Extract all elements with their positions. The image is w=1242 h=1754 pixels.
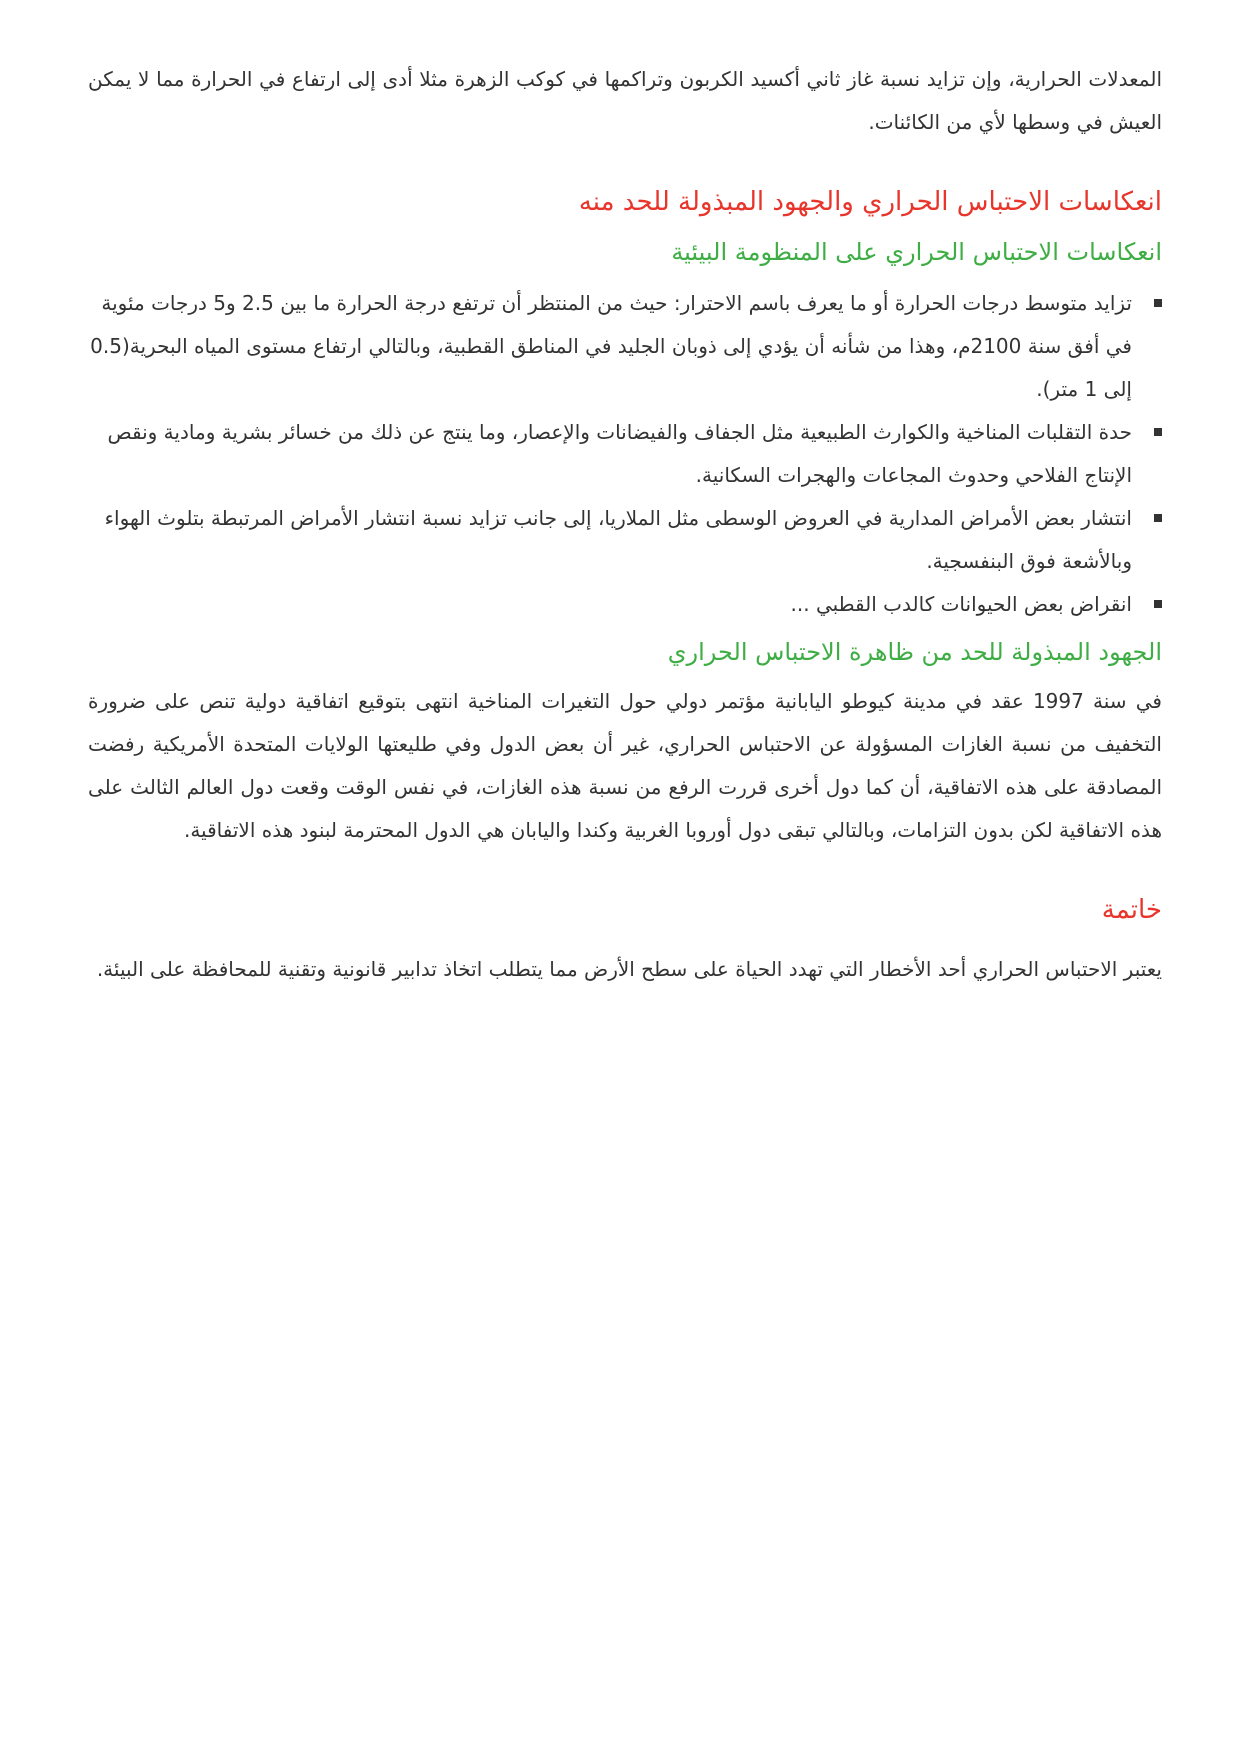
list-item-text: انتشار بعض الأمراض المدارية في العروض الوسطى مثل الملاريا، إلى جانب تزايد نسبة انتشار الأمراض المرتبطة بتلوث الهواء وبالأشعة فوق البنفسجية. [104,506,1132,573]
effects-heading: انعكاسات الاحتباس الحراري على المنظومة البيئية [671,238,1162,266]
list-item-text: حدة التقلبات المناخية والكوارث الطبيعية مثل الجفاف والفيضانات والإعصار، وما ينتج عن ذلك من خسائر بشرية ومادية ونقص الإنتاج الفلاحي وحدوث المجاعات والهجرات السكانية. [107,420,1132,487]
intro-paragraph: المعدلات الحرارية، وإن تزايد نسبة غاز ثاني أكسيد الكربون وتراكمها في كوكب الزهرة مثلا أدى إلى ارتفاع في الحرارة مما لا يمكن العيش في وسطها لأي من الكائنات. [88,67,1162,134]
list-item [88,411,1132,497]
list-item [88,497,1132,583]
square-bullet-icon [1154,428,1162,436]
square-bullet-icon [1154,514,1162,522]
list-item [88,583,1132,626]
efforts-heading: الجهود المبذولة للحد من ظاهرة الاحتباس الحراري [667,638,1162,666]
square-bullet-icon [1154,299,1162,307]
document-page [88,58,1162,991]
effects-list [88,282,1162,626]
conclusion-heading: خاتمة [1101,895,1162,925]
list-item-text: تزايد متوسط درجات الحرارة أو ما يعرف باسم الاحترار: حيث من المنتظر أن ترتفع درجة الحرارة ما بين 2.5 و5 درجات مئوية في أفق سنة 2100م، وهذا من شأنه أن يؤدي إلى ذوبان الجليد في المناطق القطبية، وبالتالي ارتفاع مستوى المياه البحرية(0.5 إلى 1 متر). [90,291,1132,401]
main-heading: انعكاسات الاحتباس الحراري والجهود المبذولة للحد منه [578,187,1162,217]
square-bullet-icon [1154,600,1162,608]
conclusion-paragraph: يعتبر الاحتباس الحراري أحد الأخطار التي تهدد الحياة على سطح الأرض مما يتطلب اتخاذ تدابير قانونية وتقنية للمحافظة على البيئة. [96,957,1162,981]
efforts-paragraph: في سنة 1997 عقد في مدينة كيوطو اليابانية مؤتمر دولي حول التغيرات المناخية انتهى بتوقيع اتفاقية دولية تنص على ضرورة التخفيف من نسبة الغازات المسؤولة عن الاحتباس الحراري، غير أن بعض الدول وفي طليعتها الولايات المتحدة الأمريكية رفضت المصادقة على هذه الاتفاقية، أن كما دول أخرى قررت الرفع من نسبة هذه الغازات، في نفس الوقت وقعت دول العالم الثالث على هذه الاتفاقية لكن بدون التزامات، وبالتالي تبقى دول أوروبا الغربية وكندا واليابان هي الدول المحترمة لبنود هذه الاتفاقية. [88,689,1162,842]
list-item-text: انقراض بعض الحيوانات كالدب القطبي ... [790,592,1132,616]
list-item [88,282,1132,411]
